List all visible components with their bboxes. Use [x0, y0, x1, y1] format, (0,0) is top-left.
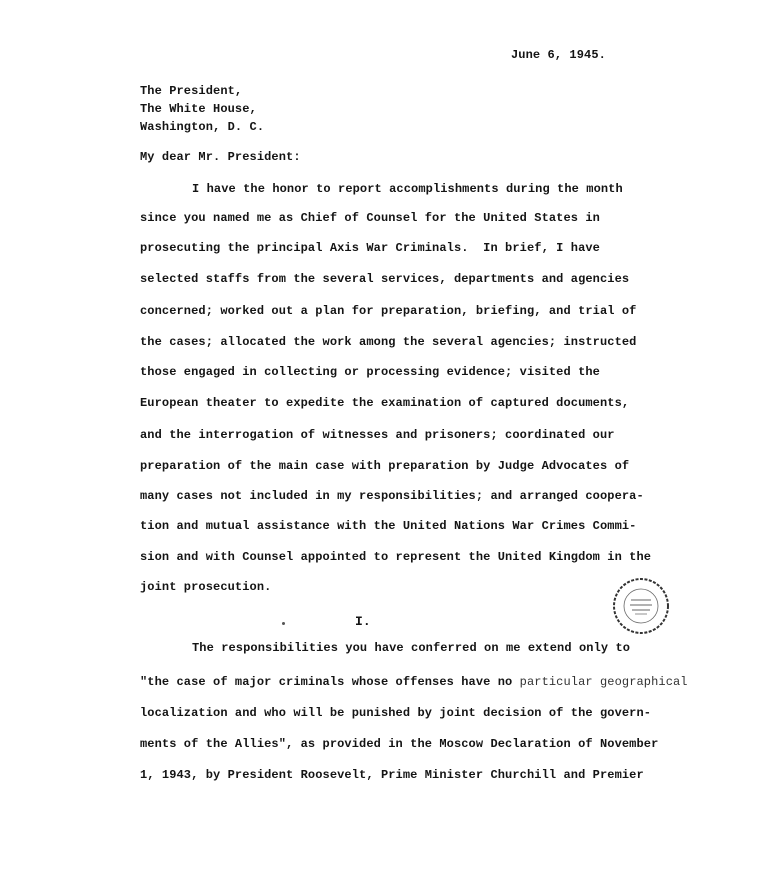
section-heading: I.: [355, 614, 371, 629]
archive-seal-stamp-icon: [611, 576, 671, 636]
paragraph-1-line: sion and with Counsel appointed to represent the United Kingdom in the: [140, 550, 652, 564]
paragraph-1-line: those engaged in collecting or processing evidence; visited the: [140, 365, 600, 379]
address-line-3: Washington, D. C.: [140, 120, 265, 134]
address-line-2: The White House,: [140, 102, 257, 116]
paragraph-1-line: selected staffs from the several services, departments and agencies: [140, 272, 630, 286]
paragraph-1-line: since you named me as Chief of Counsel for the United States in: [140, 211, 600, 225]
paragraph-1-line: concerned; worked out a plan for preparation, briefing, and trial of: [140, 304, 637, 318]
paragraph-1-line: preparation of the main case with preparation by Judge Advocates of: [140, 459, 630, 473]
paragraph-2-line-light-part: particular geographical: [519, 675, 688, 689]
paragraph-2-line: [140, 675, 688, 689]
paragraph-1-line: prosecuting the principal Axis War Criminals. In brief, I have: [140, 241, 600, 255]
address-line-1: The President,: [140, 84, 243, 98]
paragraph-1-line: many cases not included in my responsibilities; and arranged coopera-: [140, 489, 644, 503]
paragraph-1-line: I have the honor to report accomplishments during the month: [192, 182, 623, 196]
paragraph-2-line: 1, 1943, by President Roosevelt, Prime Minister Churchill and Premier: [140, 768, 644, 782]
paragraph-1-line: tion and mutual assistance with the United Nations War Crimes Commi-: [140, 519, 637, 533]
paragraph-2-line: The responsibilities you have conferred on me extend only to: [192, 641, 631, 655]
ink-mark: [282, 622, 285, 625]
paragraph-1-line: European theater to expedite the examination of captured documents,: [140, 396, 630, 410]
paragraph-2-line-bold-part: "the case of major criminals whose offenses have no: [140, 675, 520, 689]
paragraph-2-line: localization and who will be punished by joint decision of the govern-: [140, 706, 652, 720]
paragraph-1-line: the cases; allocated the work among the several agencies; instructed: [140, 335, 637, 349]
paragraph-2-line: ments of the Allies", as provided in the Moscow Declaration of November: [140, 737, 659, 751]
letter-date: June 6, 1945.: [511, 48, 606, 62]
paragraph-1-line: and the interrogation of witnesses and prisoners; coordinated our: [140, 428, 615, 442]
salutation: My dear Mr. President:: [140, 150, 301, 164]
paragraph-1-line: joint prosecution.: [140, 580, 272, 594]
